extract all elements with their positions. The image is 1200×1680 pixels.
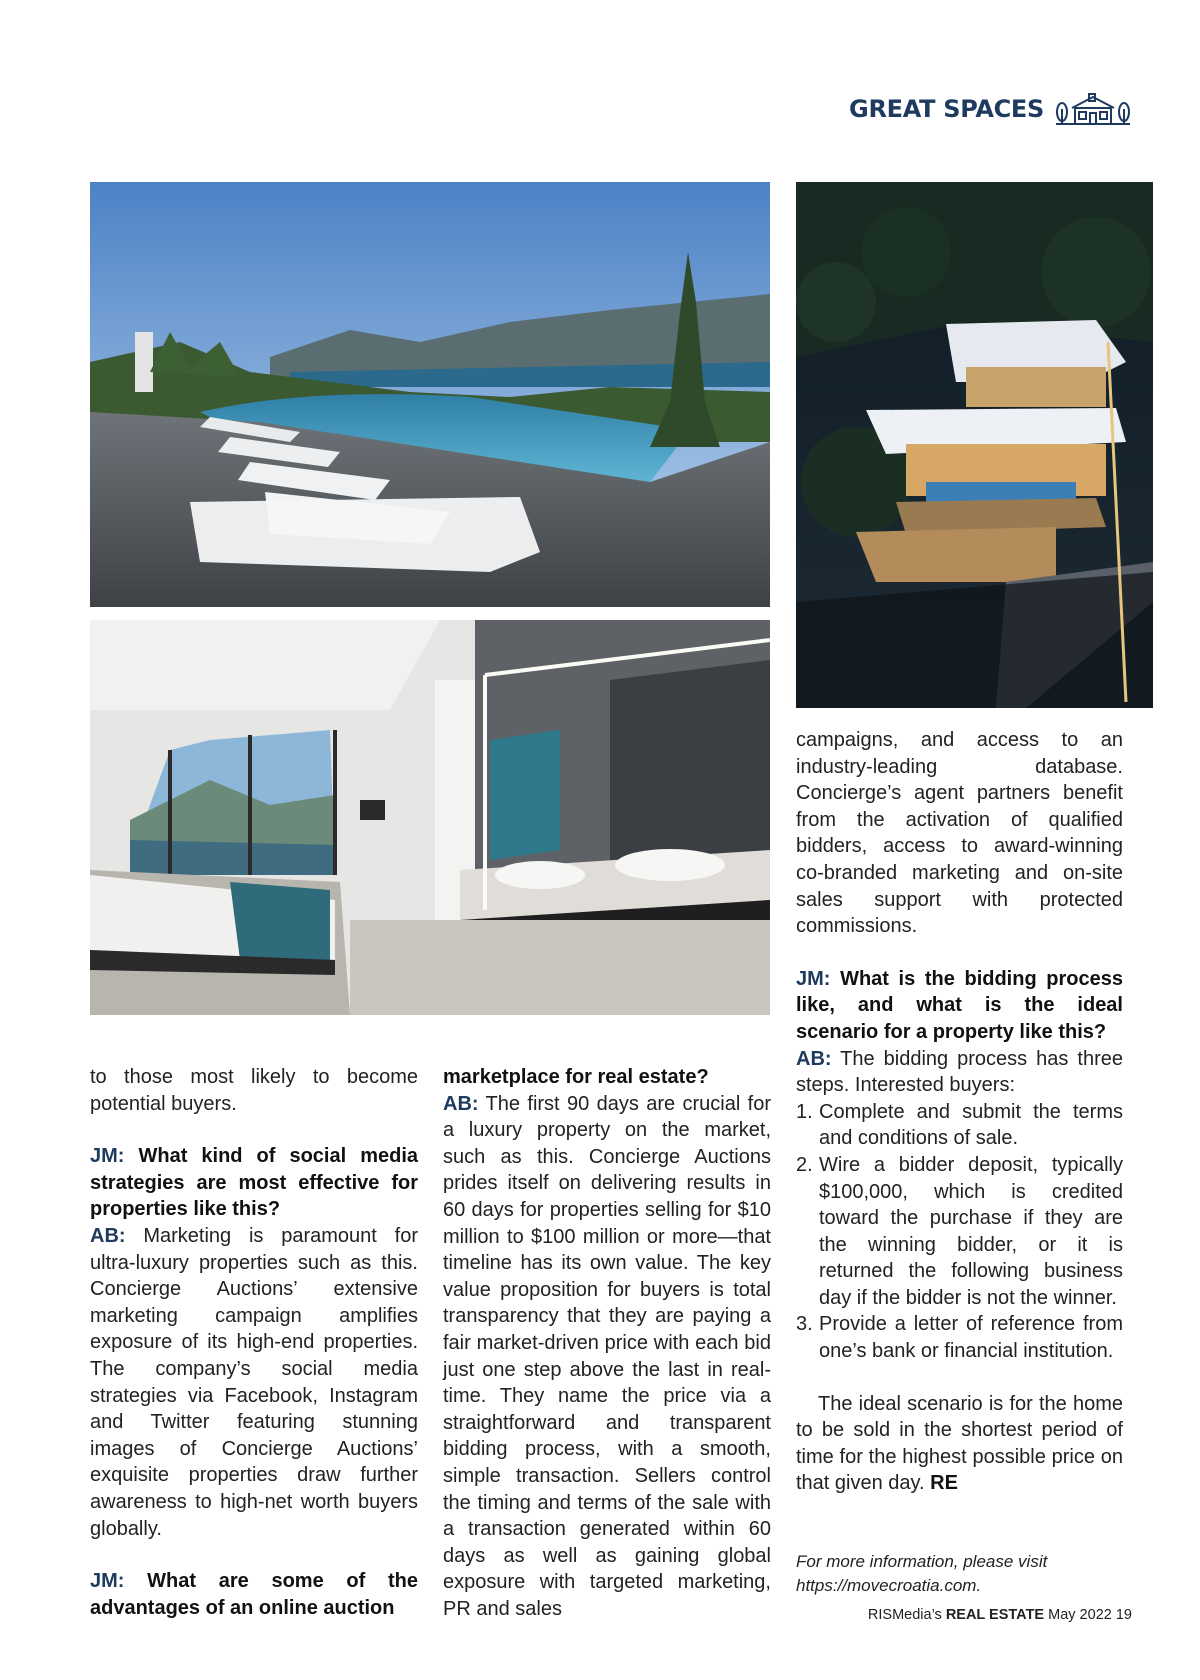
answer-online-auction (443, 1091, 771, 1623)
house-icon (1054, 92, 1132, 126)
article-column-3 (796, 727, 1123, 1497)
end-mark: RE (930, 1472, 958, 1495)
list-item (796, 1311, 1123, 1364)
step-text: Provide a letter of reference from one’s bank or financial institution. (819, 1313, 1123, 1363)
list-item (796, 1152, 1123, 1312)
footer-issue: May 2022 (1044, 1607, 1116, 1623)
question-online-auction (90, 1568, 418, 1621)
bidding-steps-list (796, 1099, 1123, 1365)
article-column-2 (443, 1064, 771, 1622)
interviewer-tag: JM: (90, 1570, 125, 1593)
answer-text: The first 90 days are crucial for a luxury property on the market, such as this. Concierge Auctions prides itself on delivering results in 60 days for properties selling for $10 million to $100 million or more—that timeline has its own value. The key value proposition for buyers is total transparency that they are paying a fair market-driven price with each bid just one step above the last in real-time. They name the price via a straightforward and transparent bidding process, with a smooth, simple transaction. Sellers control the timing and terms of the sale with a transaction generated within 60 days as well as gaining global exposure with targeted marketing, PR and sales (443, 1092, 771, 1620)
paragraph: to those most likely to become potential buyers. (90, 1066, 418, 1115)
question-text: What kind of social media strategies are most effective for properties like this? (90, 1145, 418, 1221)
answer-text: The bidding process has three steps. Interested buyers: (796, 1047, 1123, 1097)
list-item (796, 1099, 1123, 1152)
interviewer-tag: JM: (796, 967, 831, 990)
answer-text: Marketing is paramount for ultra-luxury properties such as this. Concierge Auctions’ extensive marketing campaign amplifies exposure of its high-end properties. The company’s social media strategies via Facebook, Instagram and Twitter featuring stunning images of Concierge Auctions’ exquisite properties draw further awareness to high-net worth buyers globally. (90, 1224, 418, 1540)
answer-social-media (90, 1223, 418, 1542)
interviewer-tag: JM: (90, 1145, 125, 1168)
section-title: GREAT SPACES (849, 95, 1044, 123)
step-number: 1. (796, 1100, 813, 1123)
more-info-link[interactable]: https://movecroatia.com. (796, 1576, 982, 1595)
question-text: What are some of the advantages of an online auction (90, 1570, 418, 1619)
section-header (849, 92, 1132, 126)
question-continuation: marketplace for real estate? (443, 1066, 709, 1088)
footer-publisher: RISMedia’s (867, 1607, 946, 1623)
answer-bidding-process (796, 1046, 1123, 1099)
more-info (796, 1550, 1123, 1598)
respondent-tag: AB: (796, 1047, 832, 1070)
step-number: 2. (796, 1153, 813, 1176)
villa-night-photo (796, 182, 1153, 708)
question-bidding-process (796, 966, 1123, 1046)
step-text: Complete and submit the terms and conditions of sale. (819, 1100, 1123, 1150)
paragraph: campaigns, and access to an industry-leading database. Concierge’s agent partners benefit from the activation of qualified bidders, access to award-winning co-branded marketing and on-site sales support with protected commissions. (796, 729, 1123, 938)
question-text: What is the bidding process like, and what is the ideal scenario for a property like this? (796, 967, 1123, 1043)
step-number: 3. (796, 1313, 813, 1336)
page-number: 19 (1115, 1607, 1132, 1623)
step-text: Wire a bidder deposit, typically $100,000, which is credited toward the purchase if they are the winning bidder, or it is returned the following business day if the bidder is not the winner. (819, 1153, 1123, 1309)
closing-text: The ideal scenario is for the home to be sold in the shortest period of time for the highest possible price on that given day. (796, 1392, 1123, 1495)
more-info-text: For more information, please visit (796, 1552, 1048, 1571)
respondent-tag: AB: (443, 1092, 479, 1115)
bedroom-photo (90, 620, 770, 1015)
pool-terrace-photo (90, 182, 770, 607)
page-footer (868, 1607, 1132, 1623)
closing-paragraph (796, 1391, 1123, 1497)
respondent-tag: AB: (90, 1224, 126, 1247)
article-column-1 (90, 1064, 418, 1621)
question-social-media (90, 1143, 418, 1223)
footer-publication: REAL ESTATE (945, 1607, 1045, 1623)
